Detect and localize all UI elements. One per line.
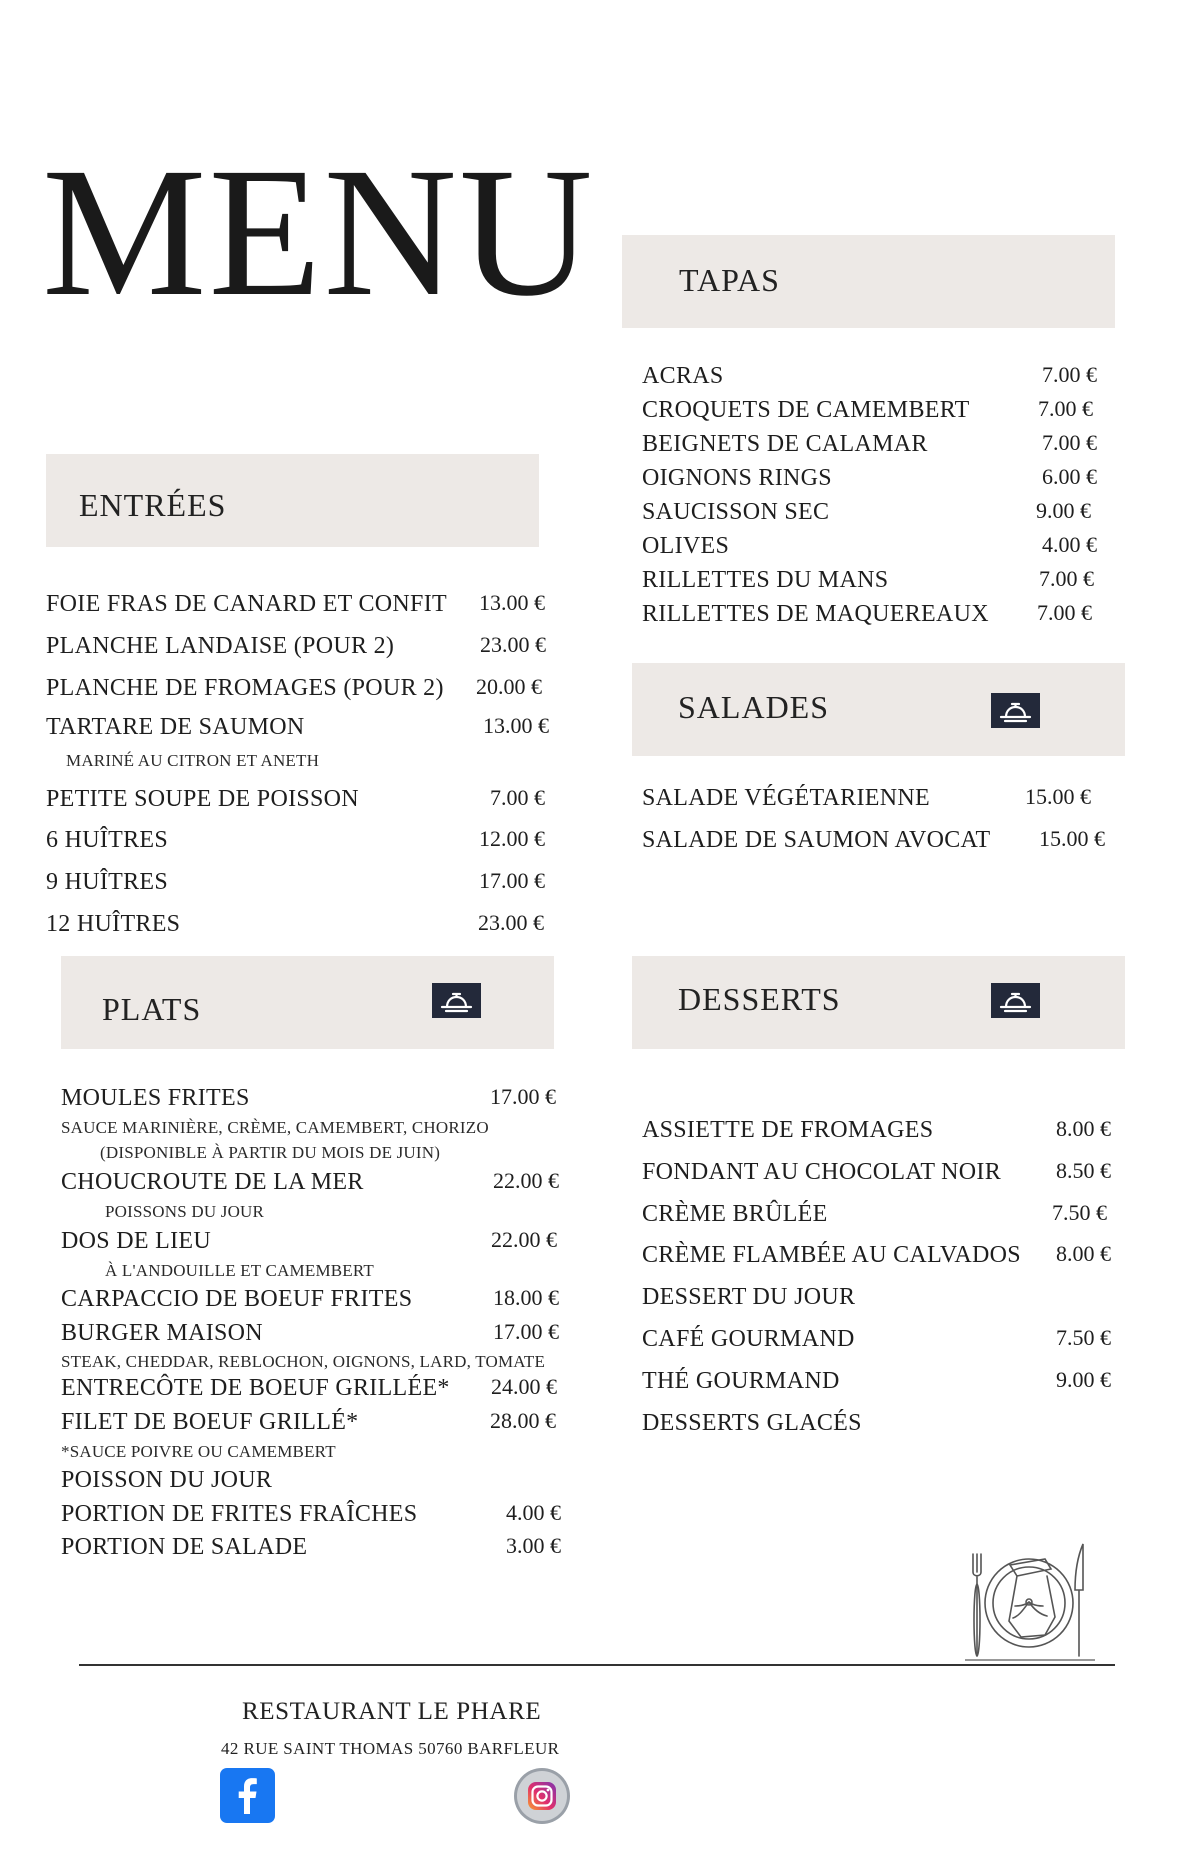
tapas-list: ACRAS 7.00 € CROQUETS DE CAMEMBERT 7.00 € BEIGNETS DE CALAMAR 7.00 € OIGNONS RINGS 6.00 € SAUCISSON SEC 9.00 € OLIVES 4.00 € RILLETTES DU MANS 7.00 € RILLETTES DE MAQUEREAUX 7.00 € xyxy=(642,362,1097,627)
entrees-list: FOIE FRAS DE CANARD ET CONFIT 13.00 € PLANCHE LANDAISE (POUR 2) 23.00 € PLANCHE DE FROMAGES (POUR 2) 20.00 € TARTARE DE SAUMON 13.00 € MARINÉ AU CITRON ET ANETH PETITE SOUPE DE POISSON 7.00 € 6 HUÎTRES 12.00 € 9 HUÎTRES 17.00 € 12 HUÎTRES 23.00 € xyxy=(46,590,549,937)
cloche-icon xyxy=(991,693,1040,728)
tapas-header xyxy=(622,235,1115,328)
restaurant-name: RESTAURANT LE PHARE xyxy=(242,1698,542,1725)
desserts-heading: DESSERTS xyxy=(678,981,841,1017)
item-note: À L'ANDOUILLE ET CAMEMBERT xyxy=(105,1261,374,1280)
entrees-heading: ENTRÉES xyxy=(79,487,227,523)
item-note: *SAUCE POIVRE OU CAMEMBERT xyxy=(61,1442,336,1461)
desserts-header xyxy=(632,956,1125,1049)
desserts-list: ASSIETTE DE FROMAGES 8.00 € FONDANT AU CHOCOLAT NOIR 8.50 € CRÈME BRÛLÉE 7.50 € CRÈME FLAMBÉE AU CALVADOS 8.00 € DESSERT DU JOUR CAFÉ GOURMAND 7.50 € THÉ GOURMAND 9.00 € DESSERTS GLACÉS xyxy=(642,1116,1111,1436)
plats-header xyxy=(61,956,554,1049)
item-note: STEAK, CHEDDAR, REBLOCHON, OIGNONS, LARD, TOMATE xyxy=(61,1352,546,1371)
cloche-icon xyxy=(991,983,1040,1018)
menu-title: MENU xyxy=(42,130,595,335)
cloche-icon xyxy=(432,983,481,1018)
footer-divider xyxy=(79,1664,1115,1666)
salades-list: SALADE VÉGÉTARIENNE 15.00 € SALADE DE SAUMON AVOCAT 15.00 € xyxy=(642,784,1105,853)
salades-header xyxy=(632,663,1125,756)
plats-heading: PLATS xyxy=(102,991,202,1027)
plats-list: MOULES FRITES 17.00 € SAUCE MARINIÈRE, CRÈME, CAMEMBERT, CHORIZO (DISPONIBLE À PARTIR DU MOIS DE JUIN) CHOUCROUTE DE LA MER 22.00 € POISSONS DU JOUR DOS DE LIEU 22.00 € À L'ANDOUILLE ET CAMEMBERT CARPACCIO DE BOEUF FRITES 18.00 € BURGER MAISON 17.00 € STEAK, CHEDDAR, REBLOCHON, OIGNONS, LARD, TOMATE ENTRECÔTE DE BOEUF GRILLÉE* 24.00 € FILET DE BOEUF GRILLÉ* 28.00 € *SAUCE POIVRE OU CAMEMBERT POISSON DU JOUR PORTION DE FRITES FRAÎCHES 4.00 € PORTION DE SALADE 3.00 € xyxy=(61,1084,561,1560)
tapas-heading: TAPAS xyxy=(679,262,780,298)
plate-and-cutlery-illustration xyxy=(965,1540,1095,1662)
restaurant-address: 42 RUE SAINT THOMAS 50760 BARFLEUR xyxy=(221,1739,560,1758)
entrees-header xyxy=(46,454,539,547)
salades-heading: SALADES xyxy=(678,689,830,725)
item-note: (DISPONIBLE À PARTIR DU MOIS DE JUIN) xyxy=(100,1143,441,1162)
instagram-icon[interactable] xyxy=(514,1768,570,1824)
item-note: POISSONS DU JOUR xyxy=(105,1202,265,1221)
item-note: SAUCE MARINIÈRE, CRÈME, CAMEMBERT, CHORIZO xyxy=(61,1118,489,1137)
item-note: MARINÉ AU CITRON ET ANETH xyxy=(66,751,320,770)
facebook-icon[interactable] xyxy=(220,1768,275,1823)
